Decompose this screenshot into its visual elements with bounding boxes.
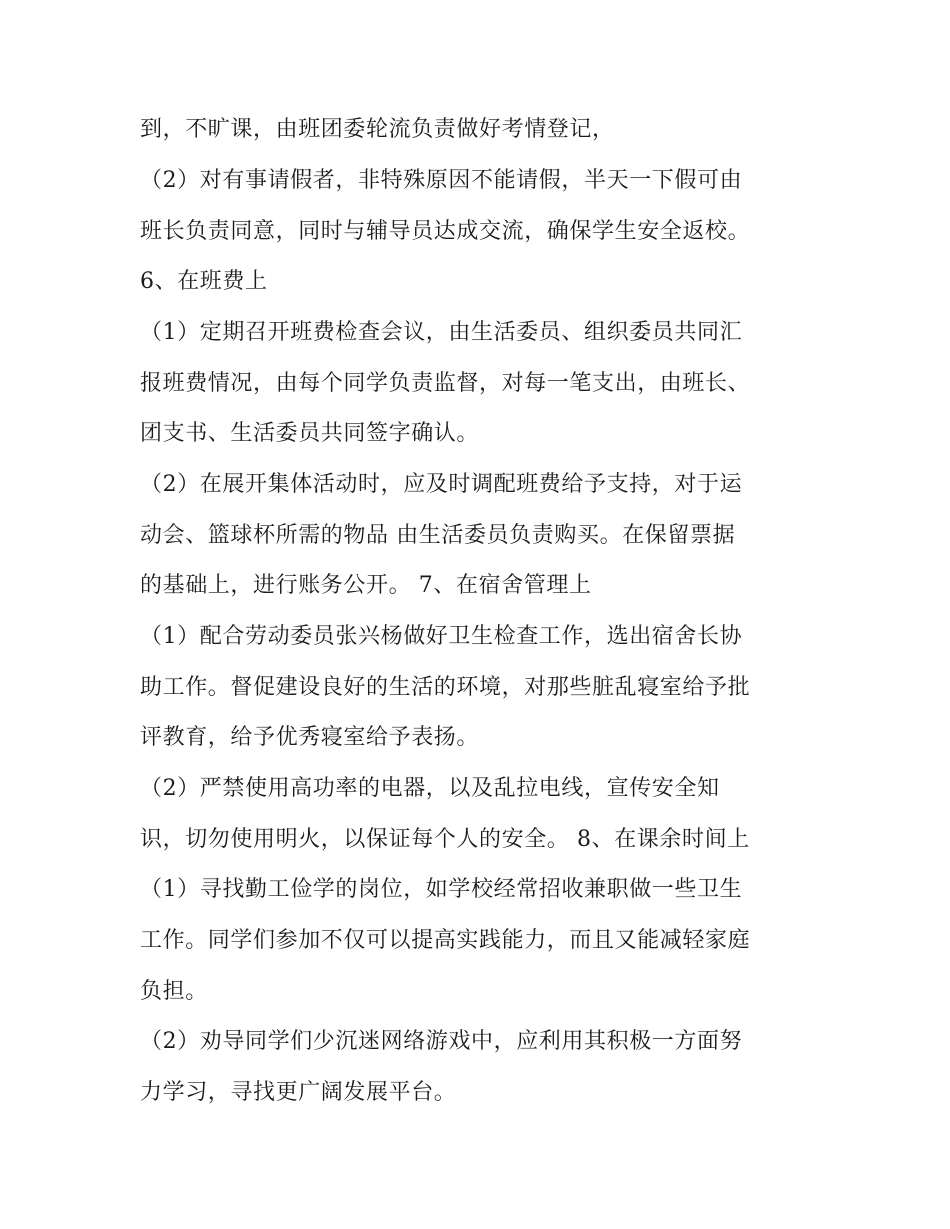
text-line: 动会、篮球杯所需的物品 由生活委员负责购买。在保留票据 — [140, 523, 736, 548]
text-line: 的基础上，进行账务公开。 7、在宿舍管理上 — [140, 573, 592, 598]
text-line: （1）定期召开班费检查会议，由生活委员、组织委员共同汇 — [140, 320, 743, 345]
text-line: （2）对有事请假者，非特殊原因不能请假，半天一下假可由 — [140, 168, 743, 193]
text-line: 班长负责同意，同时与辅导员达成交流，确保学生安全返校。 — [140, 219, 751, 244]
text-line: （2）严禁使用高功率的电器，以及乱拉电线，宣传安全知 — [140, 776, 720, 801]
text-line: 团支书、生活委员共同签字确认。 — [140, 421, 480, 446]
text-line: 助工作。督促建设良好的生活的环境，对那些脏乱寝室给予批 — [140, 675, 751, 700]
text-line: （1）寻找勤工俭学的岗位，如学校经常招收兼职做一些卫生 — [140, 877, 743, 902]
text-line: 报班费情况，由每个同学负责监督，对每一笔支出，由班长、 — [140, 371, 751, 396]
text-line: （1）配合劳动委员张兴杨做好卫生检查工作，选出宿舍长协 — [140, 624, 743, 649]
text-line: 负担。 — [140, 979, 208, 1004]
text-line: 力学习，寻找更广阔发展平台。 — [140, 1080, 457, 1105]
text-line: 识，切勿使用明火，以保证每个人的安全。 8、在课余时间上 — [140, 827, 750, 852]
text-line: 工作。同学们参加不仅可以提高实践能力，而且又能减轻家庭 — [140, 928, 751, 953]
text-line: 评教育，给予优秀寝室给予表扬。 — [140, 725, 480, 750]
text-line: 到，不旷课，由班团委轮流负责做好考情登记， — [140, 117, 615, 142]
section-heading: 6、在班费上 — [140, 269, 268, 294]
text-line: （2）在展开集体活动时，应及时调配班费给予支持，对于运 — [140, 472, 743, 497]
text-line: （2）劝导同学们少沉迷网络游戏中，应利用其积极一方面努 — [140, 1029, 743, 1054]
